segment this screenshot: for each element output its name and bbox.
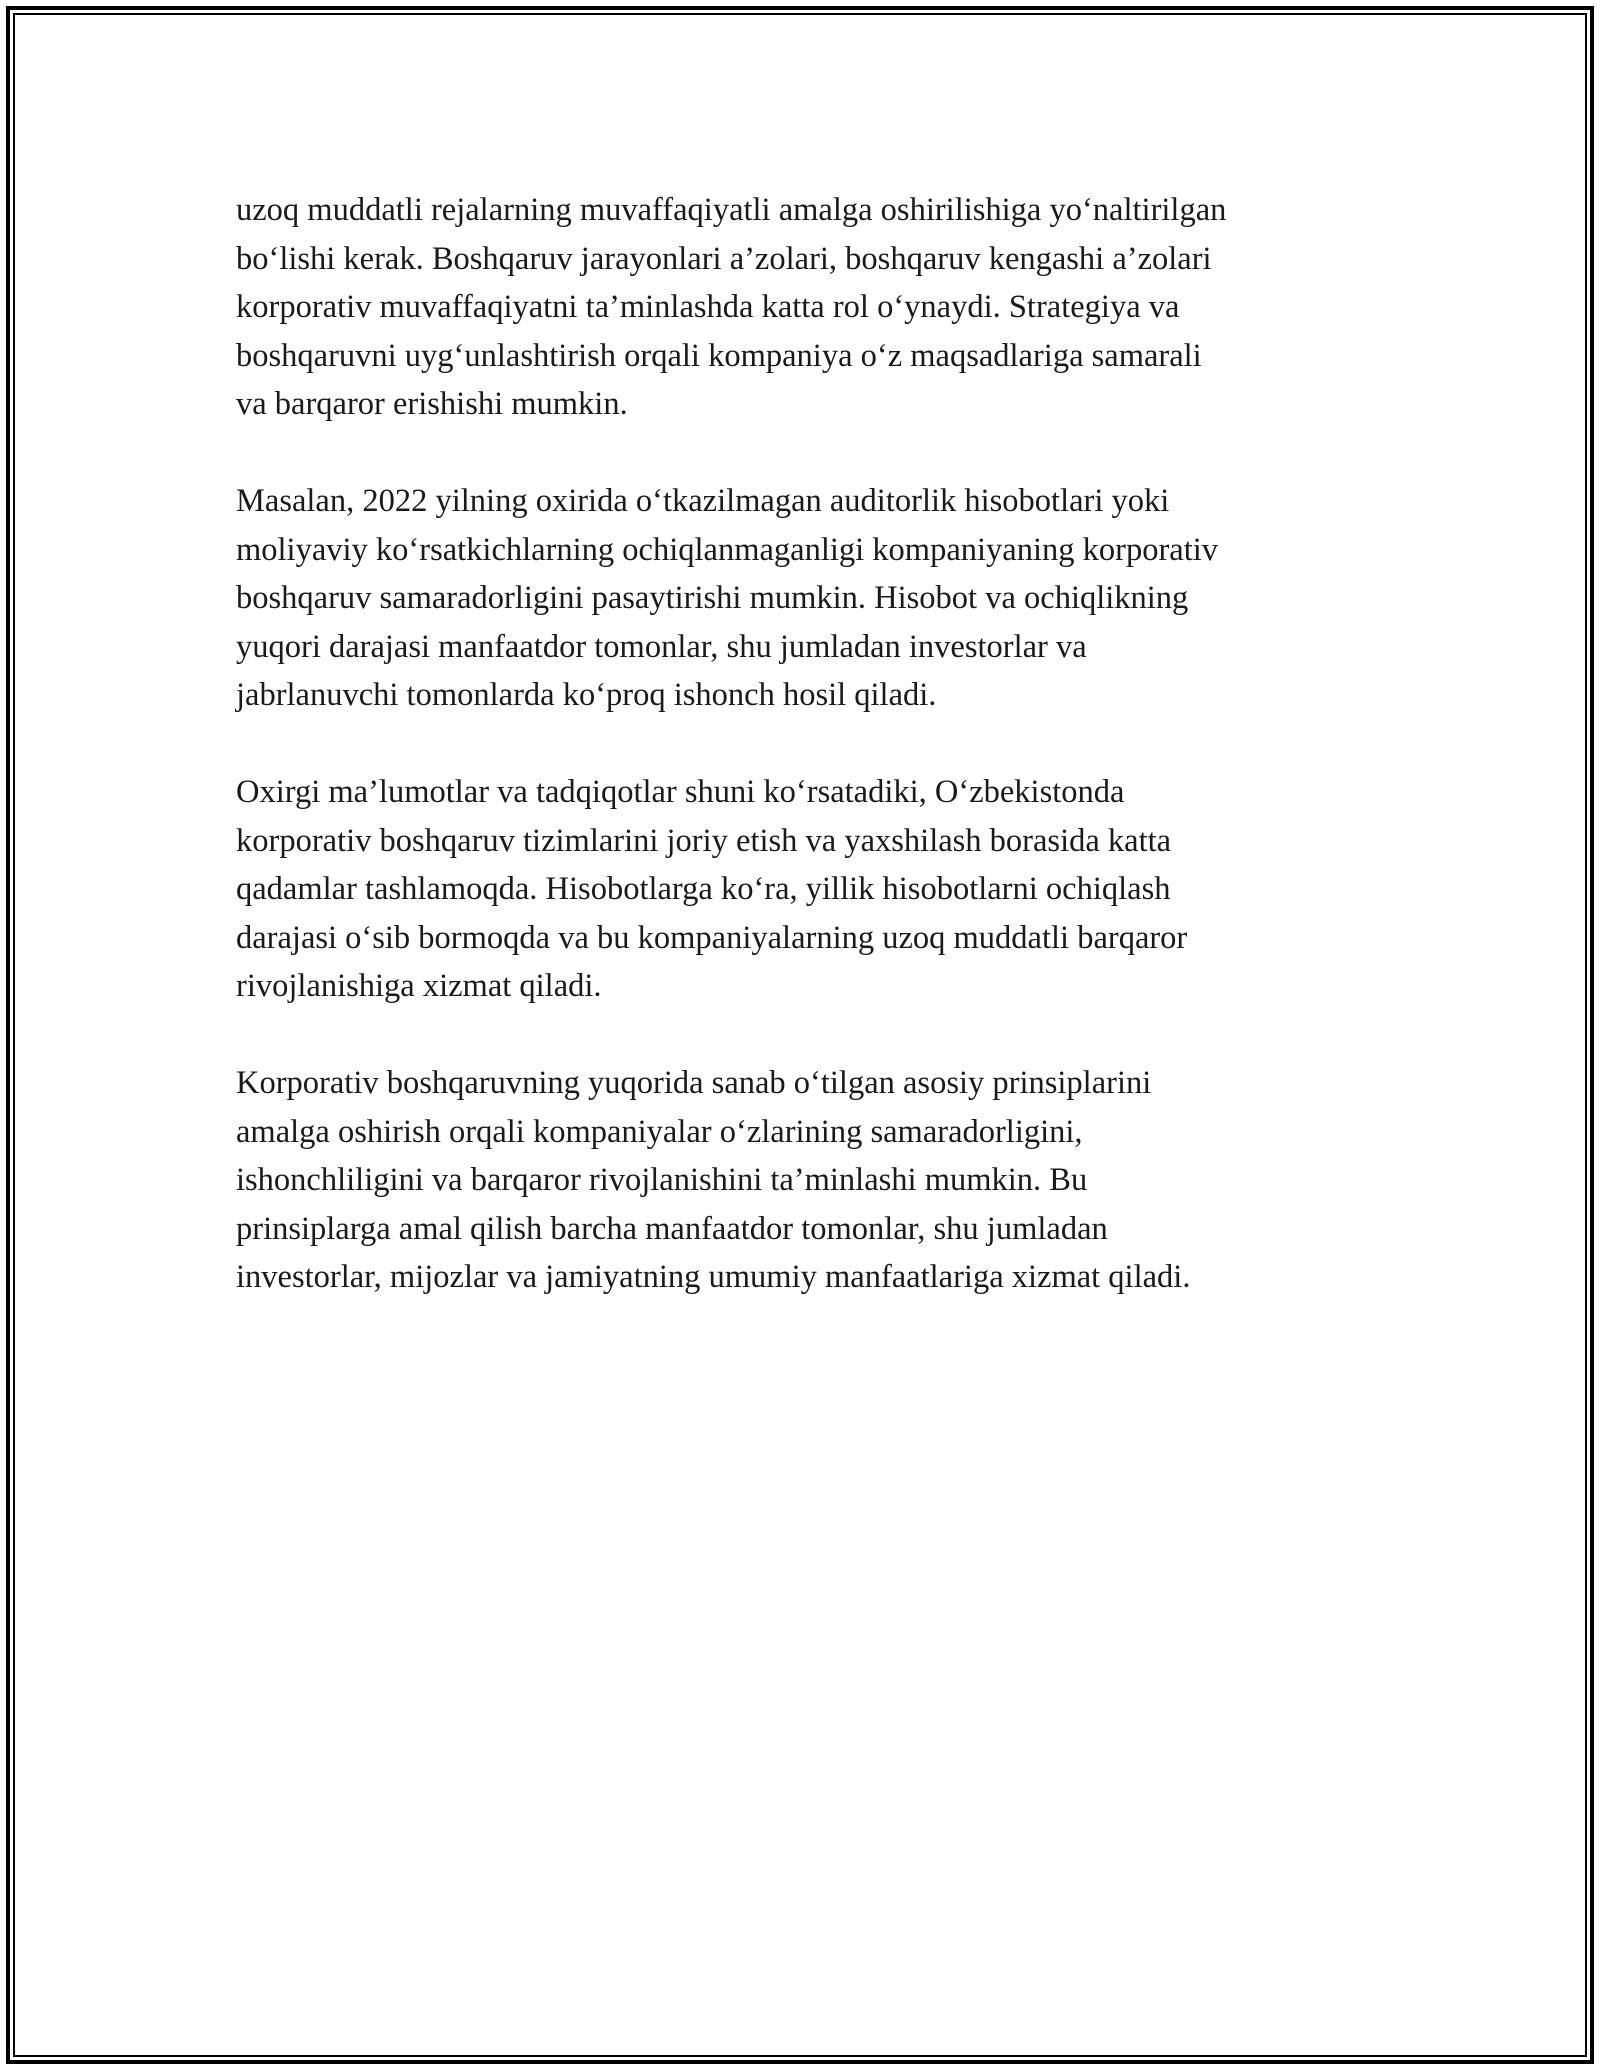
paragraph-4: Korporativ boshqaruvning yuqorida sanab o‘tilgan asosiy prinsiplarini amalga oshirish orqali kompaniyalar o‘zlarining samaradorligini, ishonchliligini va barqaror rivojlanishini ta’minlashi mumkin. Bu prinsiplarga amal qilish barcha manfaatdor tomonlar, shu jumladan investorlar, mijozlar va jamiyatning umumiy manfaatlariga xizmat qiladi.	[236, 1065, 1191, 1295]
paragraph-1: uzoq muddatli rejalarning muvaffaqiyatli amalga oshirilishiga yo‘naltirilgan bo‘lishi kerak. Boshqaruv jarayonlari a’zolari, boshqaruv kengashi a’zolari korporativ muvaffaqiyatni ta’minlashda katta rol o‘ynaydi. Strategiya va boshqaruvni uyg‘unlashtirish orqali kompaniya o‘z maqsadlariga samarali va barqaror erishishi mumkin.	[236, 192, 1227, 422]
paragraph-3: Oxirgi ma’lumotlar va tadqiqotlar shuni ko‘rsatadiki, O‘zbekistonda korporativ boshqaruv tizimlarini joriy etish va yaxshilash borasida katta qadamlar tashlamoqda. Hisobotlarga ko‘ra, yillik hisobotlarni ochiqlash darajasi o‘sib bormoqda va bu kompaniyalarning uzoq muddatli barqaror rivojlanishiga xizmat qiladi.	[236, 774, 1188, 1004]
paragraph-2: Masalan, 2022 yilning oxirida o‘tkazilmagan auditorlik hisobotlari yoki moliyaviy ko‘rsatkichlarning ochiqlanmaganligi kompaniyaning korporativ boshqaruv samaradorligini pasaytirishi mumkin. Hisobot va ochiqlikning yuqori darajasi manfaatdor tomonlar, shu jumladan investorlar va jabrlanuvchi tomonlarda ko‘proq ishonch hosil qiladi.	[236, 483, 1218, 713]
document-body	[236, 186, 1376, 1350]
